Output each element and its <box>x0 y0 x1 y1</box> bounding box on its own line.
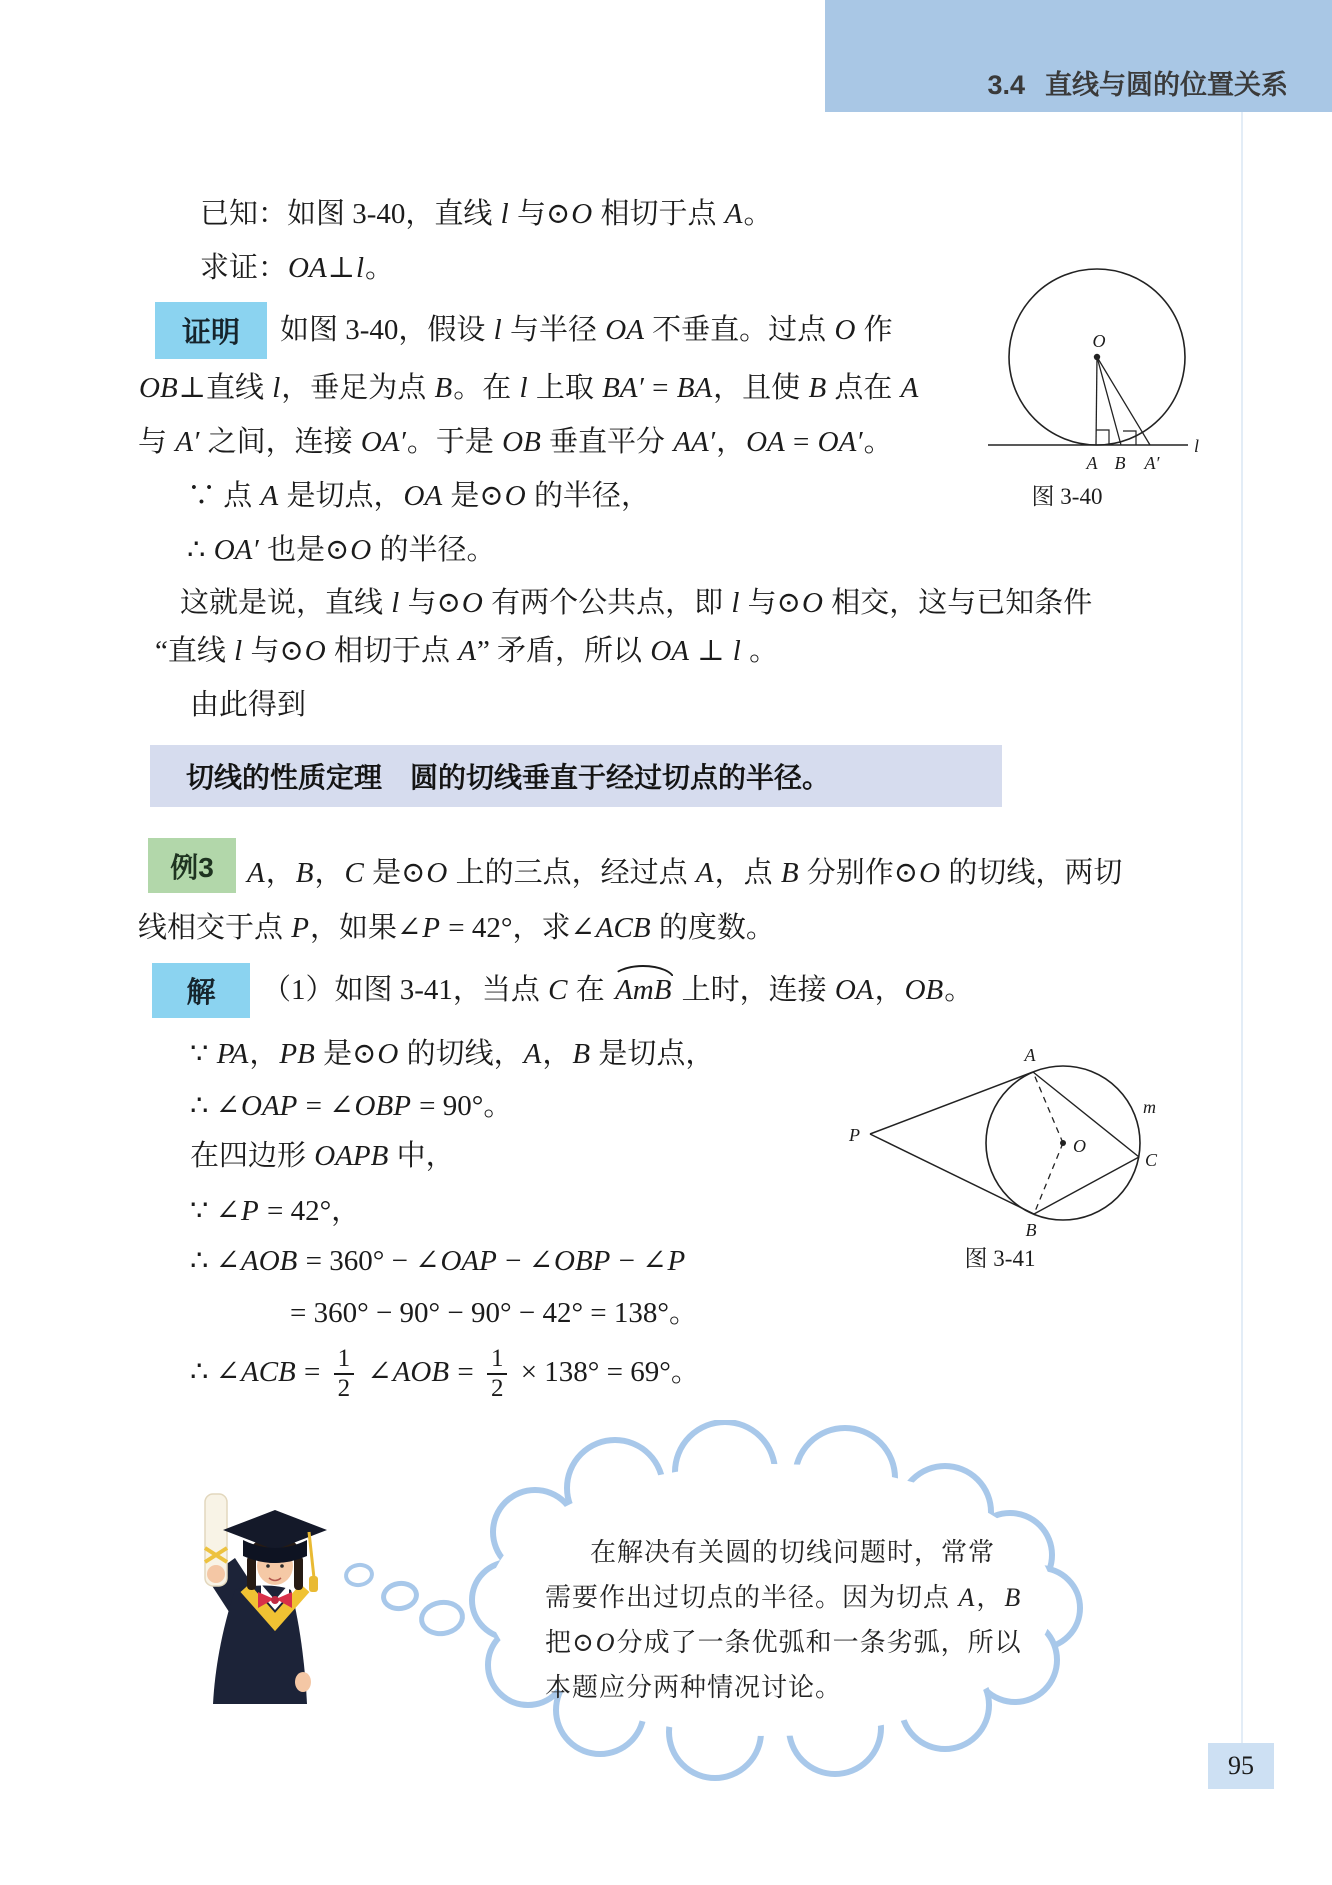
example3-label: 例3 <box>170 851 214 883</box>
text-run: 在 <box>568 974 613 1006</box>
text-run: ⊥ <box>689 635 732 667</box>
label-P: P <box>849 1125 860 1145</box>
solution-label: 解 <box>186 977 216 1009</box>
math-variable: O <box>919 857 941 889</box>
text-line <box>187 532 496 568</box>
theorem-text: 切线的性质定理 圆的切线垂直于经过切点的半径。 <box>186 762 831 793</box>
math-variable: A <box>247 857 265 889</box>
math-variable: O <box>377 1038 399 1070</box>
text-run: 的度数。 <box>651 912 775 944</box>
text-line <box>190 1193 360 1229</box>
text-run: 是⊙ <box>315 1038 377 1070</box>
math-variable: OB <box>139 372 178 404</box>
math-variable: A <box>523 1038 542 1070</box>
text-run: = 90°。 <box>411 1090 513 1122</box>
text-run: 与⊙ <box>509 198 571 230</box>
text-run: 不垂直。过点 <box>644 314 834 346</box>
math-variable: A <box>458 635 476 667</box>
text-run: 。在 <box>453 372 519 404</box>
proof-label: 证明 <box>181 317 240 349</box>
math-variable: O <box>461 587 483 619</box>
text-run: = <box>644 372 676 404</box>
text-run: = 360° − 90° − 90° − 42° = 138°。 <box>290 1297 699 1329</box>
text-run: “直线 <box>155 635 234 667</box>
text-run: ，点 <box>714 857 780 889</box>
math-variable: O <box>350 534 372 566</box>
segment-OA <box>1096 357 1097 445</box>
fraction: $\frac{1}{2}$ <box>334 1346 355 1403</box>
math-variable: P <box>422 912 441 944</box>
math-variable: l <box>731 587 740 619</box>
math-variable: l <box>355 252 365 284</box>
text-run: 线相交于点 <box>138 912 291 944</box>
math-variable: l <box>500 198 509 230</box>
math-variable: O <box>801 587 823 619</box>
text-line <box>545 1670 842 1706</box>
text-run: 需要作出过切点的半径。因为切点 <box>545 1583 958 1612</box>
text-run: 上的三点，经过点 <box>448 857 695 889</box>
figure-3-41-caption: 图 3-41 <box>964 1246 1036 1271</box>
tangent-PB <box>870 1134 1034 1214</box>
math-variable: OA <box>605 314 644 346</box>
tassel <box>309 1532 314 1578</box>
math-variable: B <box>808 372 827 404</box>
math-variable: OA <box>403 480 443 512</box>
math-variable: A′ <box>175 426 200 458</box>
text-run: ， <box>314 857 344 889</box>
text-run: 有两个公共点，即 <box>483 587 731 619</box>
section-heading <box>987 63 1288 102</box>
text-run: 本题应分两种情况讨论。 <box>545 1673 843 1702</box>
math-variable: O <box>304 635 326 667</box>
text-run: 。 <box>863 426 893 458</box>
text-line <box>190 1138 455 1174</box>
text-run: 这就是说，直线 <box>180 587 391 619</box>
section-title: 直线与圆的位置关系 <box>1045 70 1288 100</box>
text-run: ∵ ∠ <box>190 1195 240 1227</box>
math-variable: A <box>900 372 919 404</box>
math-variable: l <box>732 635 741 667</box>
math-variable: OA′ <box>817 426 863 458</box>
text-line <box>138 910 775 946</box>
math-variable: l <box>391 587 400 619</box>
right-angle-mark-A <box>1096 430 1109 445</box>
theorem-box <box>150 745 1002 807</box>
text-line <box>280 312 893 348</box>
math-variable: OA′ <box>213 534 259 566</box>
section-number: 3.4 <box>987 70 1025 100</box>
text-run: 与⊙ <box>243 635 304 667</box>
label-O: O <box>1073 1136 1086 1156</box>
radius-OA-dashed <box>1033 1072 1063 1143</box>
text-line <box>138 424 893 460</box>
figure-3-40-caption: 图 3-40 <box>1031 484 1103 509</box>
text-run: ⊥直线 <box>178 372 272 404</box>
text-run: ， <box>265 857 295 889</box>
text-run: 分成了一条优弧和一条劣弧，所以 <box>616 1628 1022 1657</box>
math-variable: OB <box>904 974 944 1006</box>
text-run: 相切于点 <box>593 198 724 230</box>
math-variable: C <box>344 857 364 889</box>
solution-label-box <box>152 963 250 1018</box>
text-run: ，且使 <box>713 372 808 404</box>
text-line <box>190 1243 686 1279</box>
text-run: = ∠ <box>298 1090 354 1122</box>
label-A: A <box>1086 453 1098 473</box>
math-variable: ACB <box>595 912 651 944</box>
text-run: ，如果∠ <box>309 912 422 944</box>
label-A-prime: A′ <box>1144 453 1160 473</box>
text-run: 与⊙ <box>400 587 461 619</box>
text-run: 是切点， <box>279 480 403 512</box>
text-run: 求证： <box>200 252 288 284</box>
text-run: 作 <box>856 314 893 346</box>
text-run: 也是⊙ <box>259 534 350 566</box>
text-run: ， <box>874 974 904 1006</box>
math-variable: O <box>426 857 448 889</box>
thought-ring-small <box>342 1561 375 1589</box>
text-run: ∴ ∠ <box>190 1090 240 1122</box>
text-run: 相切于点 <box>326 635 458 667</box>
figure-3-40 <box>980 255 1210 475</box>
text-run: 。 <box>944 974 974 1006</box>
math-variable: OAP <box>241 1090 298 1122</box>
text-line <box>190 687 306 723</box>
thought-ring-medium <box>379 1579 421 1614</box>
math-variable: PA <box>216 1038 249 1070</box>
text-line <box>290 1295 698 1331</box>
math-variable: AOB <box>392 1356 450 1388</box>
text-line <box>180 585 1092 621</box>
math-variable: B <box>434 372 453 404</box>
math-variable: OBP <box>354 1090 411 1122</box>
math-variable: OA <box>834 974 874 1006</box>
math-variable: AOB <box>241 1245 298 1277</box>
label-l: l <box>1194 436 1200 456</box>
text-run: 上取 <box>528 372 602 404</box>
label-B: B <box>1114 453 1126 473</box>
text-run: 与⊙ <box>740 587 801 619</box>
math-variable: AA′ <box>673 426 716 458</box>
math-variable: OBP <box>554 1245 611 1277</box>
text-run: ∴ <box>187 534 213 566</box>
text-run: ∵ <box>190 1038 216 1070</box>
text-run: 上时，连接 <box>674 974 834 1006</box>
chord-BC <box>1034 1157 1139 1214</box>
text-run: 相交，这与已知条件 <box>823 587 1093 619</box>
text-run: 的切线， <box>399 1038 523 1070</box>
text-line <box>190 1340 700 1404</box>
math-variable: l <box>234 635 243 667</box>
tangent-PA <box>870 1072 1033 1134</box>
math-variable: O <box>571 198 593 230</box>
math-variable: OB <box>502 426 541 458</box>
label-C: C <box>1145 1150 1158 1170</box>
math-variable: OA <box>650 635 689 667</box>
label-O: O <box>1092 331 1106 351</box>
math-variable: BA′ <box>602 372 644 404</box>
text-run: 与半径 <box>502 314 605 346</box>
text-line <box>155 633 778 669</box>
radius-OB-dashed <box>1034 1143 1063 1214</box>
math-variable: A <box>724 198 743 230</box>
text-run: = 42°，求∠ <box>441 912 595 944</box>
label-A: A <box>1024 1045 1036 1065</box>
text-line <box>246 855 1122 891</box>
text-run: 之间，连接 <box>200 426 360 458</box>
math-variable: BA <box>676 372 713 404</box>
math-variable: O <box>834 314 856 346</box>
text-run: 由此得到 <box>190 689 307 721</box>
math-variable: OAPB <box>314 1140 389 1172</box>
text-line <box>262 972 973 1008</box>
math-variable: C <box>548 974 568 1006</box>
text-run: ， <box>976 1583 1004 1612</box>
math-variable: O <box>595 1628 616 1657</box>
text-line <box>190 1088 512 1124</box>
text-line <box>187 478 650 514</box>
text-run: 在解决有关圆的切线问题时，常常 <box>590 1538 996 1567</box>
text-run: 。 <box>743 198 773 230</box>
segment-OA-prime <box>1097 357 1150 445</box>
text-run: 。 <box>741 635 779 667</box>
text-run: × 138° = 69°。 <box>513 1356 700 1388</box>
graduate-figure <box>205 1494 327 1704</box>
figure-3-41 <box>840 1045 1200 1245</box>
math-variable: OA′ <box>360 426 406 458</box>
text-run: ，垂足为点 <box>281 372 434 404</box>
text-line <box>545 1580 1022 1616</box>
text-run: = 42°， <box>259 1195 361 1227</box>
text-run: ” 矛盾，所以 <box>476 635 650 667</box>
math-variable: P <box>667 1245 686 1277</box>
text-line <box>545 1625 1022 1661</box>
text-run: 。于是 <box>406 426 502 458</box>
margin-rule <box>1241 112 1243 1743</box>
math-variable: A <box>260 480 279 512</box>
text-run: 的切线，两切 <box>941 857 1123 889</box>
text-run: = <box>450 1356 481 1388</box>
math-variable: OAP <box>440 1245 497 1277</box>
math-variable: A <box>958 1583 976 1612</box>
text-run: 。 <box>365 252 395 284</box>
text-run: − ∠ <box>497 1245 554 1277</box>
text-line <box>200 196 773 232</box>
math-variable: l <box>519 372 528 404</box>
math-variable: P <box>241 1195 259 1227</box>
label-m: m <box>1143 1097 1156 1117</box>
text-line <box>590 1535 995 1571</box>
text-run: ∴ ∠ <box>190 1356 240 1388</box>
text-run: 的半径。 <box>372 534 496 566</box>
math-variable: OA <box>288 252 327 284</box>
label-B: B <box>1025 1220 1037 1240</box>
arc-over-text: AmB <box>612 972 674 1008</box>
math-variable: B <box>572 1038 591 1070</box>
page-number: 95 <box>1228 1751 1254 1780</box>
text-run: = 360° − ∠ <box>298 1245 440 1277</box>
text-run: 与 <box>138 426 175 458</box>
graduate-child-photo <box>183 1486 333 1712</box>
text-run: ⊥ <box>327 252 355 284</box>
text-run: 点在 <box>827 372 900 404</box>
header-bar <box>825 0 1332 112</box>
text-run: 在四边形 <box>190 1140 314 1172</box>
text-run: = <box>785 426 817 458</box>
math-variable: l <box>493 314 502 346</box>
text-line <box>190 1036 714 1072</box>
math-variable: B <box>780 857 799 889</box>
fraction: $\frac{1}{2}$ <box>487 1346 508 1403</box>
math-variable: O <box>504 480 526 512</box>
text-run: ∴ ∠ <box>190 1245 240 1277</box>
page-number-badge <box>1208 1743 1274 1789</box>
text-run: 如图 3-40，假设 <box>280 314 493 346</box>
text-run: 把⊙ <box>545 1628 595 1657</box>
math-variable: B <box>1004 1583 1022 1612</box>
text-run: ， <box>716 426 746 458</box>
text-run: 是⊙ <box>443 480 504 512</box>
text-run: = <box>296 1356 328 1388</box>
text-line <box>138 370 919 406</box>
math-variable: ACB <box>241 1356 296 1388</box>
text-run: 的半径， <box>526 480 650 512</box>
text-run: 已知：如图 3-40，直线 <box>200 198 500 230</box>
text-run: 是切点， <box>591 1038 715 1070</box>
text-run: − ∠ <box>611 1245 667 1277</box>
math-variable: B <box>295 857 314 889</box>
text-run: ， <box>542 1038 572 1070</box>
math-variable: OA <box>746 426 785 458</box>
math-variable: A <box>695 857 714 889</box>
text-line <box>200 250 394 286</box>
chord-AC <box>1033 1072 1139 1157</box>
proof-label-box <box>155 302 267 359</box>
text-run: ∠ <box>360 1356 392 1388</box>
text-run: 中， <box>389 1140 455 1172</box>
example3-label-box <box>148 838 236 893</box>
math-variable: PB <box>279 1038 315 1070</box>
text-run: 垂直平分 <box>541 426 673 458</box>
text-run: ∵ 点 <box>187 480 260 512</box>
text-run: ， <box>249 1038 279 1070</box>
text-run: 是⊙ <box>364 857 426 889</box>
math-variable: l <box>272 372 281 404</box>
math-variable: P <box>291 912 309 944</box>
text-run: （1）如图 3-41，当点 <box>262 974 548 1006</box>
text-run: 分别作⊙ <box>799 857 919 889</box>
